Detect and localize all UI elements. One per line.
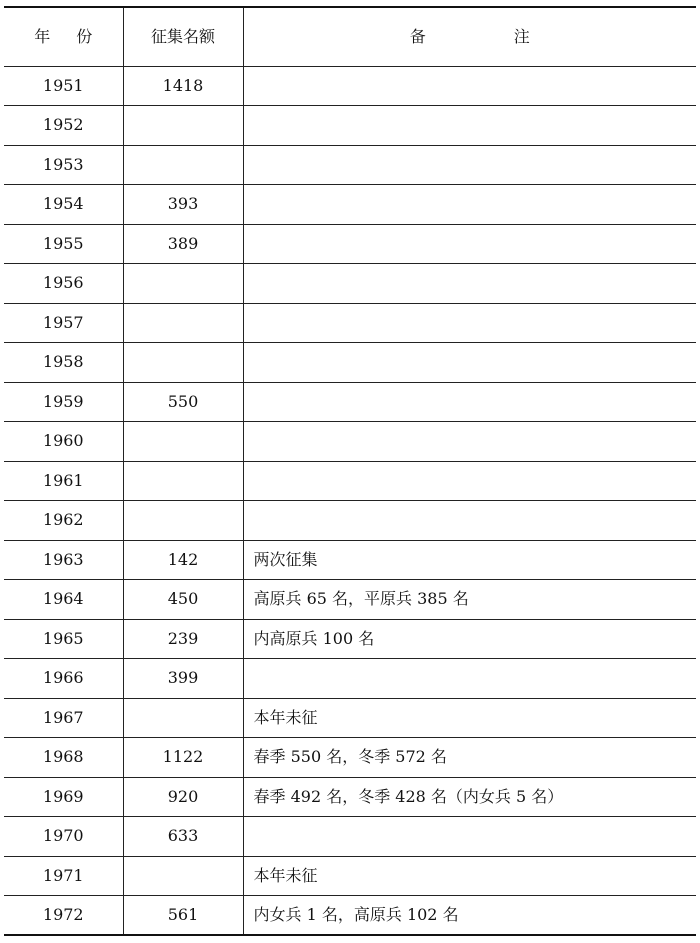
year-cell: 1959 [4,382,123,422]
quota-cell [123,698,243,738]
quota-cell [123,264,243,304]
quota-cell [123,343,243,383]
table-row [4,659,696,699]
year-cell: 1968 [4,738,123,778]
year-cell: 1954 [4,185,123,225]
note-cell [243,461,696,501]
table-row [4,185,696,225]
conscription-table [4,6,696,936]
year-cell: 1961 [4,461,123,501]
note-cell [243,501,696,541]
note-cell [243,382,696,422]
year-cell: 1965 [4,619,123,659]
note-cell: 高原兵 65 名，平原兵 385 名 [243,580,696,620]
quota-cell: 633 [123,817,243,857]
year-cell: 1969 [4,777,123,817]
note-cell [243,817,696,857]
year-cell: 1966 [4,659,123,699]
table-body [4,66,696,935]
year-cell: 1957 [4,303,123,343]
header-quota [123,7,243,66]
note-cell [243,185,696,225]
note-cell: 春季 492 名，冬季 428 名（内女兵 5 名） [243,777,696,817]
table-row [4,145,696,185]
quota-cell: 393 [123,185,243,225]
year-cell: 1958 [4,343,123,383]
table-row [4,382,696,422]
quota-cell [123,106,243,146]
note-cell [243,264,696,304]
table-row [4,777,696,817]
note-cell: 本年未征 [243,698,696,738]
note-cell: 两次征集 [243,540,696,580]
table-row [4,224,696,264]
header-year [4,7,123,66]
table-row [4,461,696,501]
year-cell: 1971 [4,856,123,896]
quota-cell [123,501,243,541]
year-cell: 1967 [4,698,123,738]
year-cell: 1953 [4,145,123,185]
header-note [243,7,696,66]
note-cell [243,343,696,383]
quota-cell: 1418 [123,66,243,106]
year-cell: 1970 [4,817,123,857]
quota-cell [123,303,243,343]
year-cell: 1955 [4,224,123,264]
table-row [4,66,696,106]
quota-cell: 920 [123,777,243,817]
quota-cell: 550 [123,382,243,422]
year-cell: 1951 [4,66,123,106]
quota-cell [123,422,243,462]
note-cell: 内女兵 1 名，高原兵 102 名 [243,896,696,936]
note-cell [243,106,696,146]
note-cell [243,224,696,264]
year-cell: 1952 [4,106,123,146]
header-row [4,7,696,66]
note-cell: 春季 550 名，冬季 572 名 [243,738,696,778]
table-row [4,856,696,896]
table-row [4,264,696,304]
table-row [4,896,696,936]
note-cell [243,66,696,106]
table-row [4,106,696,146]
year-cell: 1972 [4,896,123,936]
header-quota-label: 征集名额 [150,26,215,46]
quota-cell: 450 [123,580,243,620]
quota-cell: 1122 [123,738,243,778]
quota-cell: 399 [123,659,243,699]
year-cell: 1964 [4,580,123,620]
year-cell: 1962 [4,501,123,541]
quota-cell [123,145,243,185]
table-row [4,540,696,580]
table-row [4,422,696,462]
table-row [4,698,696,738]
table-row [4,501,696,541]
header-year-label: 年份 [34,26,119,46]
note-cell: 本年未征 [243,856,696,896]
note-cell [243,303,696,343]
quota-cell [123,461,243,501]
note-cell [243,422,696,462]
quota-cell: 239 [123,619,243,659]
table-row [4,817,696,857]
note-cell [243,145,696,185]
quota-cell: 561 [123,896,243,936]
table-header [4,7,696,66]
year-cell: 1963 [4,540,123,580]
header-note-label: 备注 [409,26,618,46]
conscription-table-container [4,6,696,936]
quota-cell: 389 [123,224,243,264]
year-cell: 1960 [4,422,123,462]
table-row [4,619,696,659]
table-row [4,343,696,383]
year-cell: 1956 [4,264,123,304]
table-row [4,580,696,620]
table-row [4,303,696,343]
table-row [4,738,696,778]
note-cell: 内高原兵 100 名 [243,619,696,659]
note-cell [243,659,696,699]
quota-cell: 142 [123,540,243,580]
quota-cell [123,856,243,896]
